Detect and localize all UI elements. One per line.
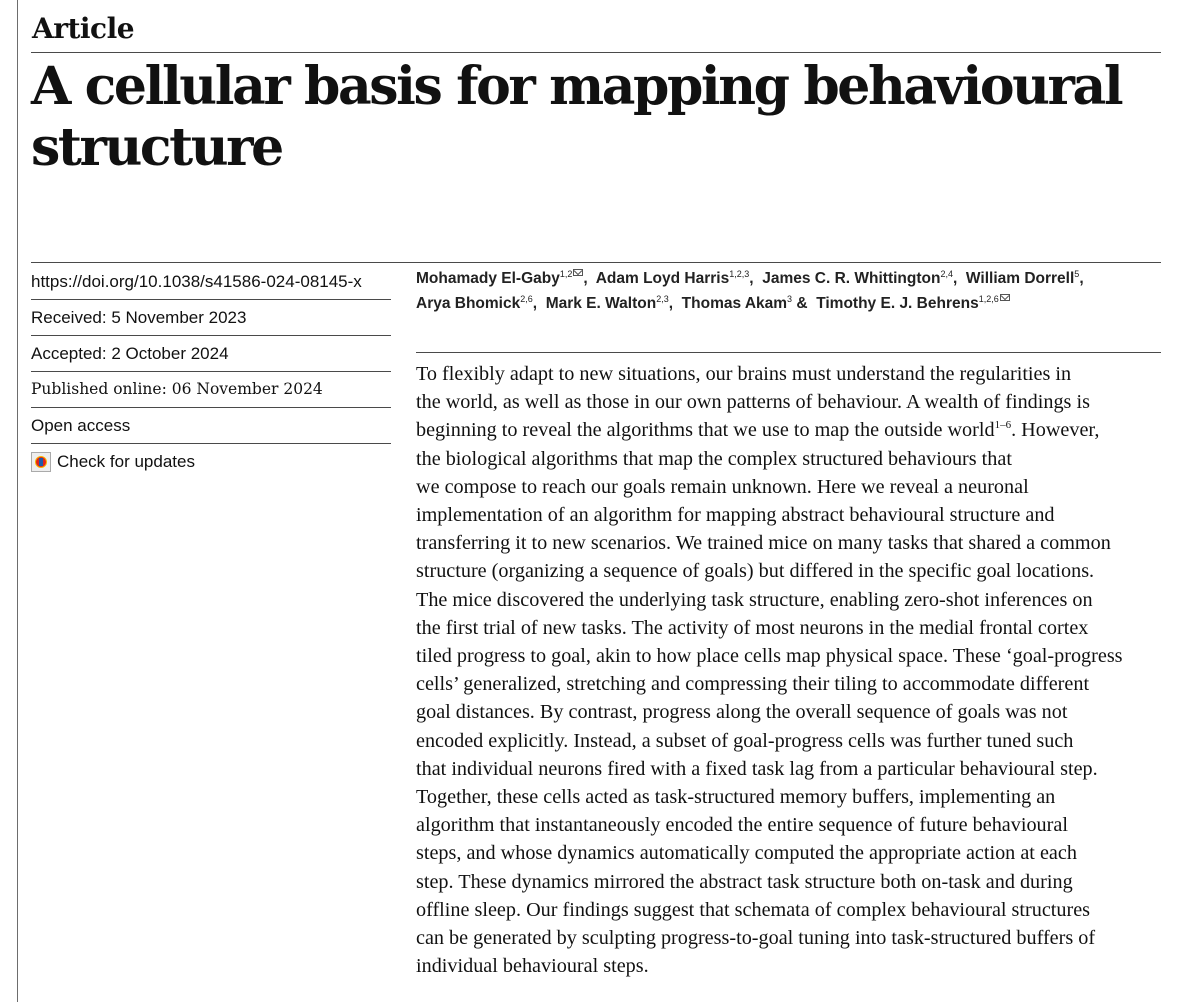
abstract-line: the world, as well as those in our own patterns of behaviour. A wealth of findings is	[416, 391, 1090, 414]
abstract-line: transferring it to new scenarios. We trained mice on many tasks that shared a common	[416, 532, 1111, 555]
author-separator: ,	[583, 270, 592, 287]
author-name[interactable]	[762, 270, 961, 287]
email-icon[interactable]	[573, 269, 583, 276]
author-separator: ,	[952, 270, 962, 287]
title-line-2: structure	[31, 117, 282, 178]
author-name[interactable]	[682, 295, 812, 312]
abstract-line: the biological algorithms that map the complex structured behaviours that	[416, 447, 1012, 470]
author-name-text: Mohamady El-Gaby	[416, 270, 560, 287]
title-bottom-rule	[31, 262, 1161, 263]
check-for-updates-label: Check for updates	[57, 452, 195, 471]
abstract-text: beginning to reveal the algorithms that we use to map the outside world	[416, 419, 995, 442]
abstract-line: goal distances. By contrast, progress along the overall sequence of goals was not	[416, 701, 1068, 724]
open-access-label: Open access	[31, 408, 391, 444]
author-name-text: Adam Loyd Harris	[595, 270, 730, 287]
abstract-line: structure (organizing a sequence of goals) but differed in the specific goal locations.	[416, 560, 1095, 583]
author-affiliation: 1,2,3	[729, 269, 750, 279]
author-name[interactable]	[546, 295, 678, 312]
author-name[interactable]	[416, 295, 541, 312]
abstract-line: steps, and whose dynamics automatically computed the appropriate action at each	[416, 842, 1077, 865]
abstract-line: implementation of an algorithm for mapping abstract behavioural structure and	[416, 504, 1055, 527]
author-name-text: Mark E. Walton	[545, 295, 657, 312]
author-name[interactable]	[816, 295, 1010, 312]
author-affiliation: 3	[787, 294, 793, 304]
author-name-text: Thomas Akam	[681, 295, 788, 312]
author-separator: ,	[532, 295, 542, 312]
abstract-line: offline sleep. Our findings suggest that schemata of complex behavioural structures	[416, 898, 1091, 921]
abstract-line: individual behavioural steps.	[416, 955, 649, 978]
abstract-line: encoded explicitly. Instead, a subset of goal-progress cells was further tuned such	[416, 729, 1074, 752]
abstract-line: step. These dynamics mirrored the abstract task structure both on-task and during	[416, 870, 1073, 893]
published-date: Published online: 06 November 2024	[31, 372, 391, 408]
author-affiliation: 2,3	[656, 294, 669, 304]
abstract-line: we compose to reach our goals remain unknown. Here we reveal a neuronal	[416, 475, 1029, 498]
email-icon[interactable]	[1000, 294, 1010, 301]
check-for-updates-button[interactable]	[31, 444, 391, 479]
abstract-line	[416, 416, 1166, 444]
article-metadata	[31, 264, 391, 479]
author-list	[416, 266, 1176, 316]
author-name-text: James C. R. Whittington	[762, 270, 941, 287]
abstract-line: the first trial of new tasks. The activity of most neurons in the medial frontal cortex	[416, 616, 1089, 639]
author-affiliation: 2,6	[520, 294, 533, 304]
article-title	[31, 56, 1171, 178]
crossmark-icon	[31, 452, 51, 472]
abstract-text: . However,	[1011, 419, 1100, 442]
article-type-label: Article	[32, 12, 135, 45]
abstract-line: algorithm that instantaneously encoded the entire sequence of future behavioural	[416, 814, 1068, 837]
author-separator: &	[792, 295, 812, 312]
author-name-text: William Dorrell	[965, 270, 1075, 287]
abstract-line: can be generated by sculpting progress-to-goal tuning into task-structured buffers of	[416, 927, 1096, 950]
doi-link[interactable]: https://doi.org/10.1038/s41586-024-08145-x	[31, 264, 391, 300]
left-margin-rule	[17, 0, 18, 1002]
author-name-text: Timothy E. J. Behrens	[816, 295, 979, 312]
abstract-line: To flexibly adapt to new situations, our brains must understand the regularities in	[416, 363, 1072, 385]
author-name[interactable]	[596, 270, 758, 287]
accepted-date: Accepted: 2 October 2024	[31, 336, 391, 372]
title-line-1: A cellular basis for mapping behavioural	[31, 56, 1122, 117]
author-separator: ,	[749, 270, 758, 287]
author-separator: ,	[668, 295, 678, 312]
header-rule	[31, 52, 1161, 53]
abstract-line: The mice discovered the underlying task structure, enabling zero-shot inferences on	[416, 588, 1093, 611]
abstract	[416, 360, 1166, 980]
abstract-line: that individual neurons fired with a fixed task lag from a particular behavioural step.	[416, 757, 1098, 780]
abstract-line: tiled progress to goal, akin to how place cells map physical space. These ‘goal-progress	[416, 645, 1123, 668]
author-affiliation: 2,4	[940, 269, 953, 279]
abstract-line: cells’ generalized, stretching and compressing their tiling to accommodate different	[416, 673, 1090, 696]
abstract-line: Together, these cells acted as task-structured memory buffers, implementing an	[416, 786, 1056, 809]
author-affiliation: 1,2	[559, 269, 573, 279]
abstract-rule	[416, 352, 1161, 353]
received-date: Received: 5 November 2023	[31, 300, 391, 336]
author-name[interactable]	[966, 270, 1088, 287]
citation-reference[interactable]: 1–6	[994, 419, 1012, 432]
author-affiliation: 5	[1074, 269, 1080, 279]
author-name-text: Arya Bhomick	[416, 295, 521, 312]
author-separator: ,	[1079, 270, 1088, 287]
author-name[interactable]	[416, 270, 592, 287]
author-affiliation: 1,2,6	[978, 294, 999, 304]
